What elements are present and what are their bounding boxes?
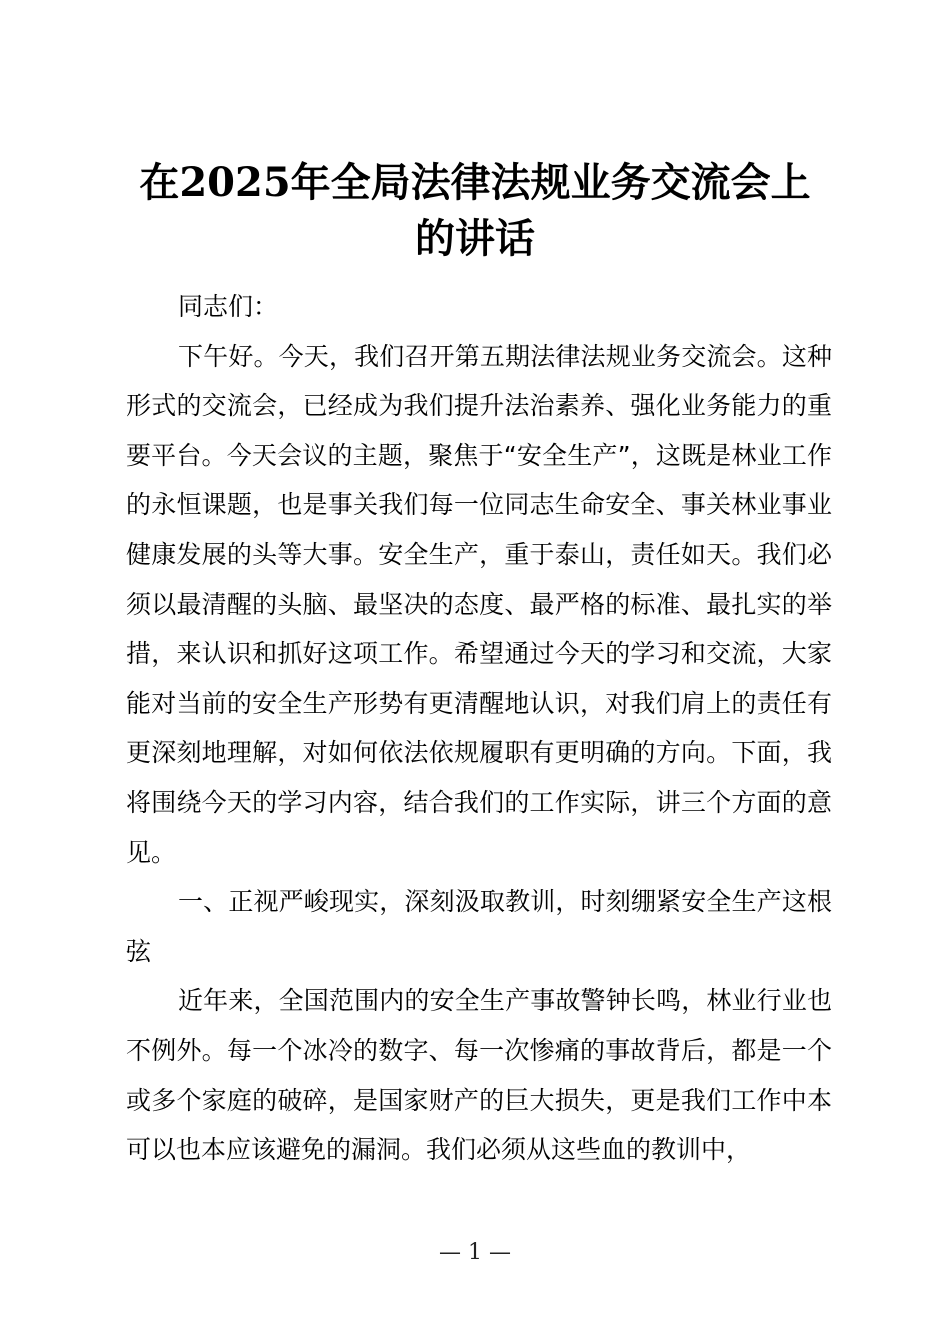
paragraph-section-1: 近年来，全国范围内的安全生产事故警钟长鸣，林业行业也不例外。每一个冰冷的数字、每一次惨痛的事故背后，都是一个或多个家庭的破碎，是国家财产的巨大损失，更是我们工作中本可以也本应该避免的漏洞。我们必须从这些血的教训中， <box>126 986 832 1165</box>
title-line-1: 在2025年全局法律法规业务交流会上 <box>139 159 811 206</box>
page-number: — 1 — <box>439 1240 511 1265</box>
salutation: 同志们： <box>178 292 279 321</box>
paragraph-opening: 下午好。今天，我们召开第五期法律法规业务交流会。这种形式的交流会，已经成为我们提升法治素养、强化业务能力的重要平台。今天会议的主题，聚焦于“安全生产”，这既是林业工作的永恒课题，也是事关我们每一位同志生命安全、事关林业事业健康发展的头等大事。安全生产，重于泰山，责任如天。我们必须以最清醒的头脑、最坚决的态度、最严格的标准、最扎实的举措，来认识和抓好这项工作。希望通过今天的学习和交流，大家能对当前的安全生产形势有更清醒地认识，对我们肩上的责任有更深刻地理解，对如何依法依规履职有更明确的方向。下面，我将围绕今天的学习内容，结合我们的工作实际，讲三个方面的意见。 <box>126 341 832 867</box>
section-heading-1: 一、正视严峻现实，深刻汲取教训，时刻绷紧安全生产这根弦 <box>126 887 832 966</box>
document-title <box>100 155 850 267</box>
title-line-2: 的讲话 <box>415 215 535 262</box>
document-body <box>126 282 832 1175</box>
